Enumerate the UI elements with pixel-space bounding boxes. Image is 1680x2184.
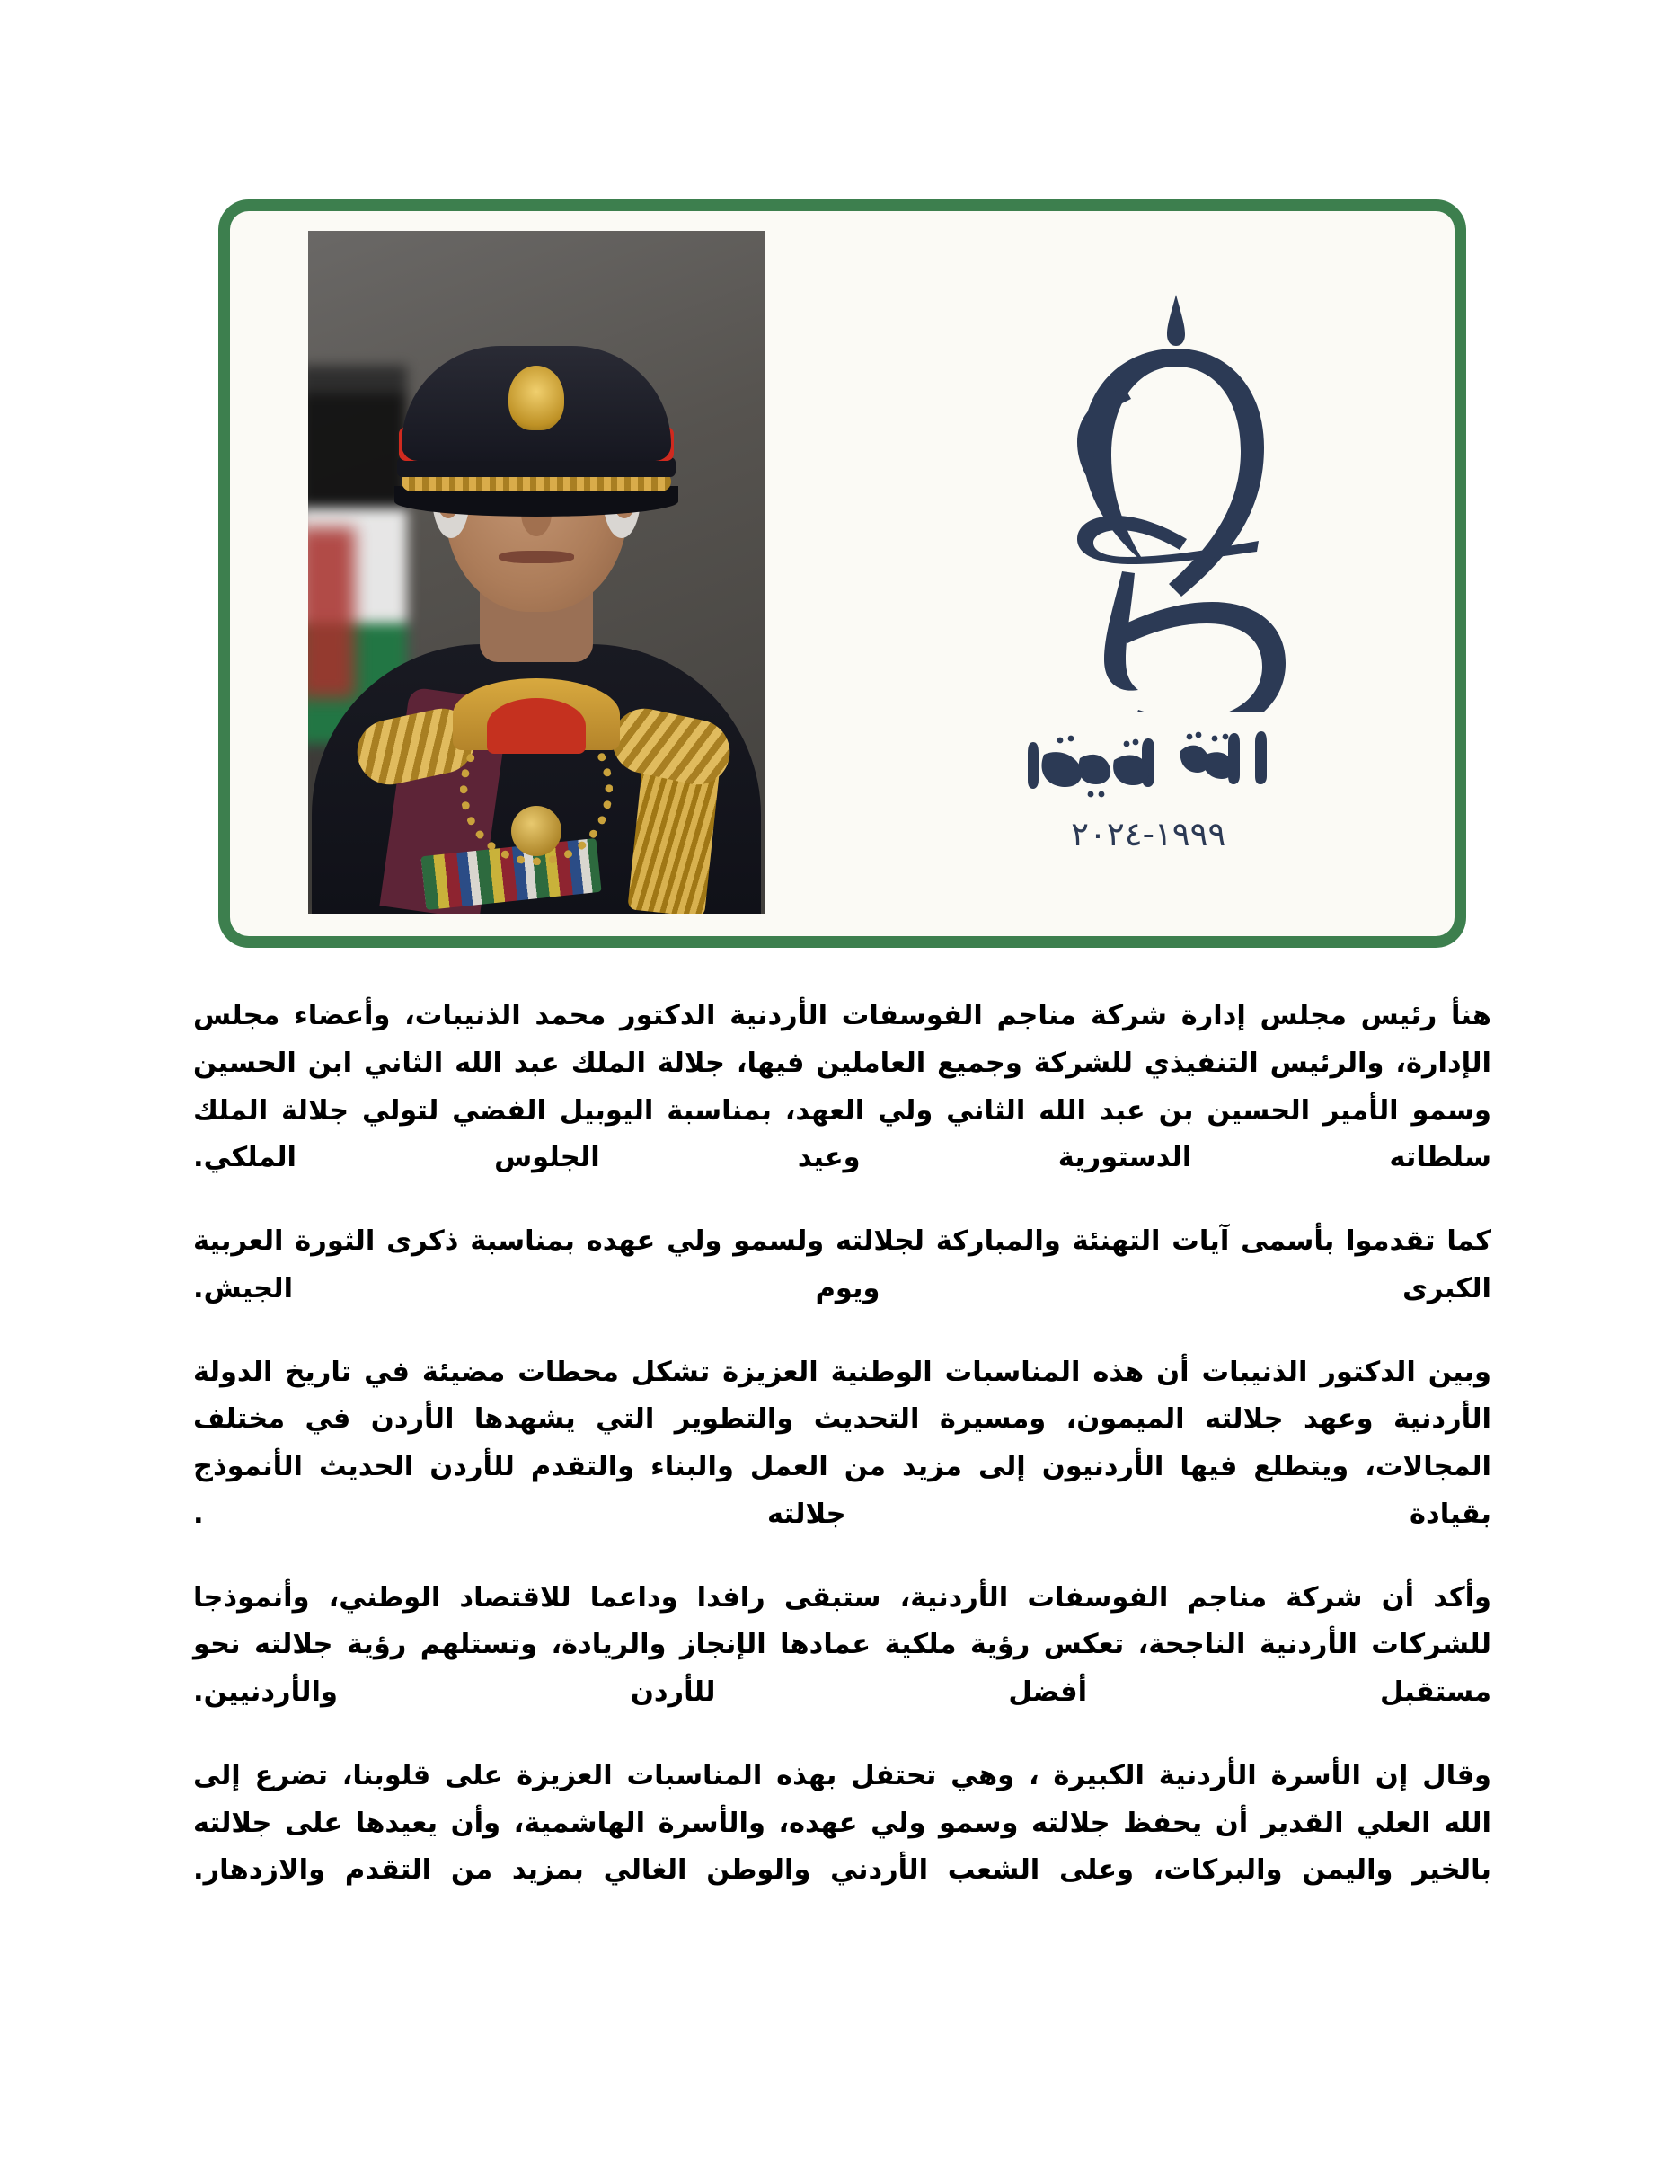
paragraph-2: كما تقدموا بأسمى آيات التهنئة والمباركة لجلالته ولسمو ولي عهده بمناسبة ذكرى الثورة العربية الكبرى ويوم الجيش. <box>193 1225 1491 1304</box>
article-body <box>193 993 1491 1895</box>
paragraph-1: هنأ رئيس مجلس إدارة شركة مناجم الفوسفات الأردنية الدكتور محمد الذنيبات، وأعضاء مجلس الإدارة، والرئيس التنفيذي للشركة وجميع العاملين فيها، جلالة الملك عبد الله الثاني ابن الحسين وسمو الأمير الحسين بن عبد الله الثاني ولي العهد، بمناسبة اليوبيل الفضي لتولي جلالة الملك سلطاته الدستورية وعيد الجلوس الملكي. <box>193 1000 1491 1174</box>
paragraph-5: وقال إن الأسرة الأردنية الكبيرة ، وهي تحتفل بهذه المناسبات العزيزة على قلوبنا، تضرع إلى الله العلي القدير أن يحفظ جلالته وسمو ولي عهده، والأسرة الهاشمية، وأن يعيدها على جلالته بالخير واليمن والبركات، وعلى الشعب الأردني والوطن الغالي بمزيد من التقدم والازدهار. <box>193 1759 1491 1887</box>
king-portrait-photo <box>308 231 765 914</box>
jubilee-years: ٢٠٢٤-١٩٩٩ <box>1071 814 1226 853</box>
cap-royal-badge-icon <box>508 366 564 430</box>
jubilee-banner <box>218 199 1466 948</box>
ceremonial-pendant <box>511 806 561 856</box>
jubilee-25-monogram-icon <box>1000 289 1296 712</box>
jubilee-logo-column <box>843 211 1455 936</box>
paragraph-3: وبين الدكتور الذنيبات أن هذه المناسبات الوطنية العزيزة تشكل محطات مضيئة في تاريخ الدولة الأردنية وعهد جلالته الميمون، ومسيرة التحديث والتطوير التي يشهدها الأردن في مختلف المجالات، ويتطلع فيها الأردنيون إلى مزيد من العمل والبناء والتقدم للأردن الحديث الأنموذج بقيادة جلالته . <box>193 1356 1491 1530</box>
portrait-figure <box>308 231 765 914</box>
portrait-column <box>230 211 843 936</box>
paragraph-4: وأكد أن شركة مناجم الفوسفات الأردنية، ستبقى رافدا وداعما للاقتصاد الوطني، وأنموذجا للشركات الأردنية الناجحة، تعكس رؤية ملكية عمادها الإنجاز والريادة، وتستلهم رؤية جلالته نحو مستقبل أفضل للأردن والأردنيين. <box>193 1581 1491 1708</box>
jubilee-card <box>218 199 1466 948</box>
mouth <box>499 551 574 563</box>
jubilee-script-arabic-icon <box>1013 715 1283 800</box>
uniform-collar-red <box>487 698 586 754</box>
